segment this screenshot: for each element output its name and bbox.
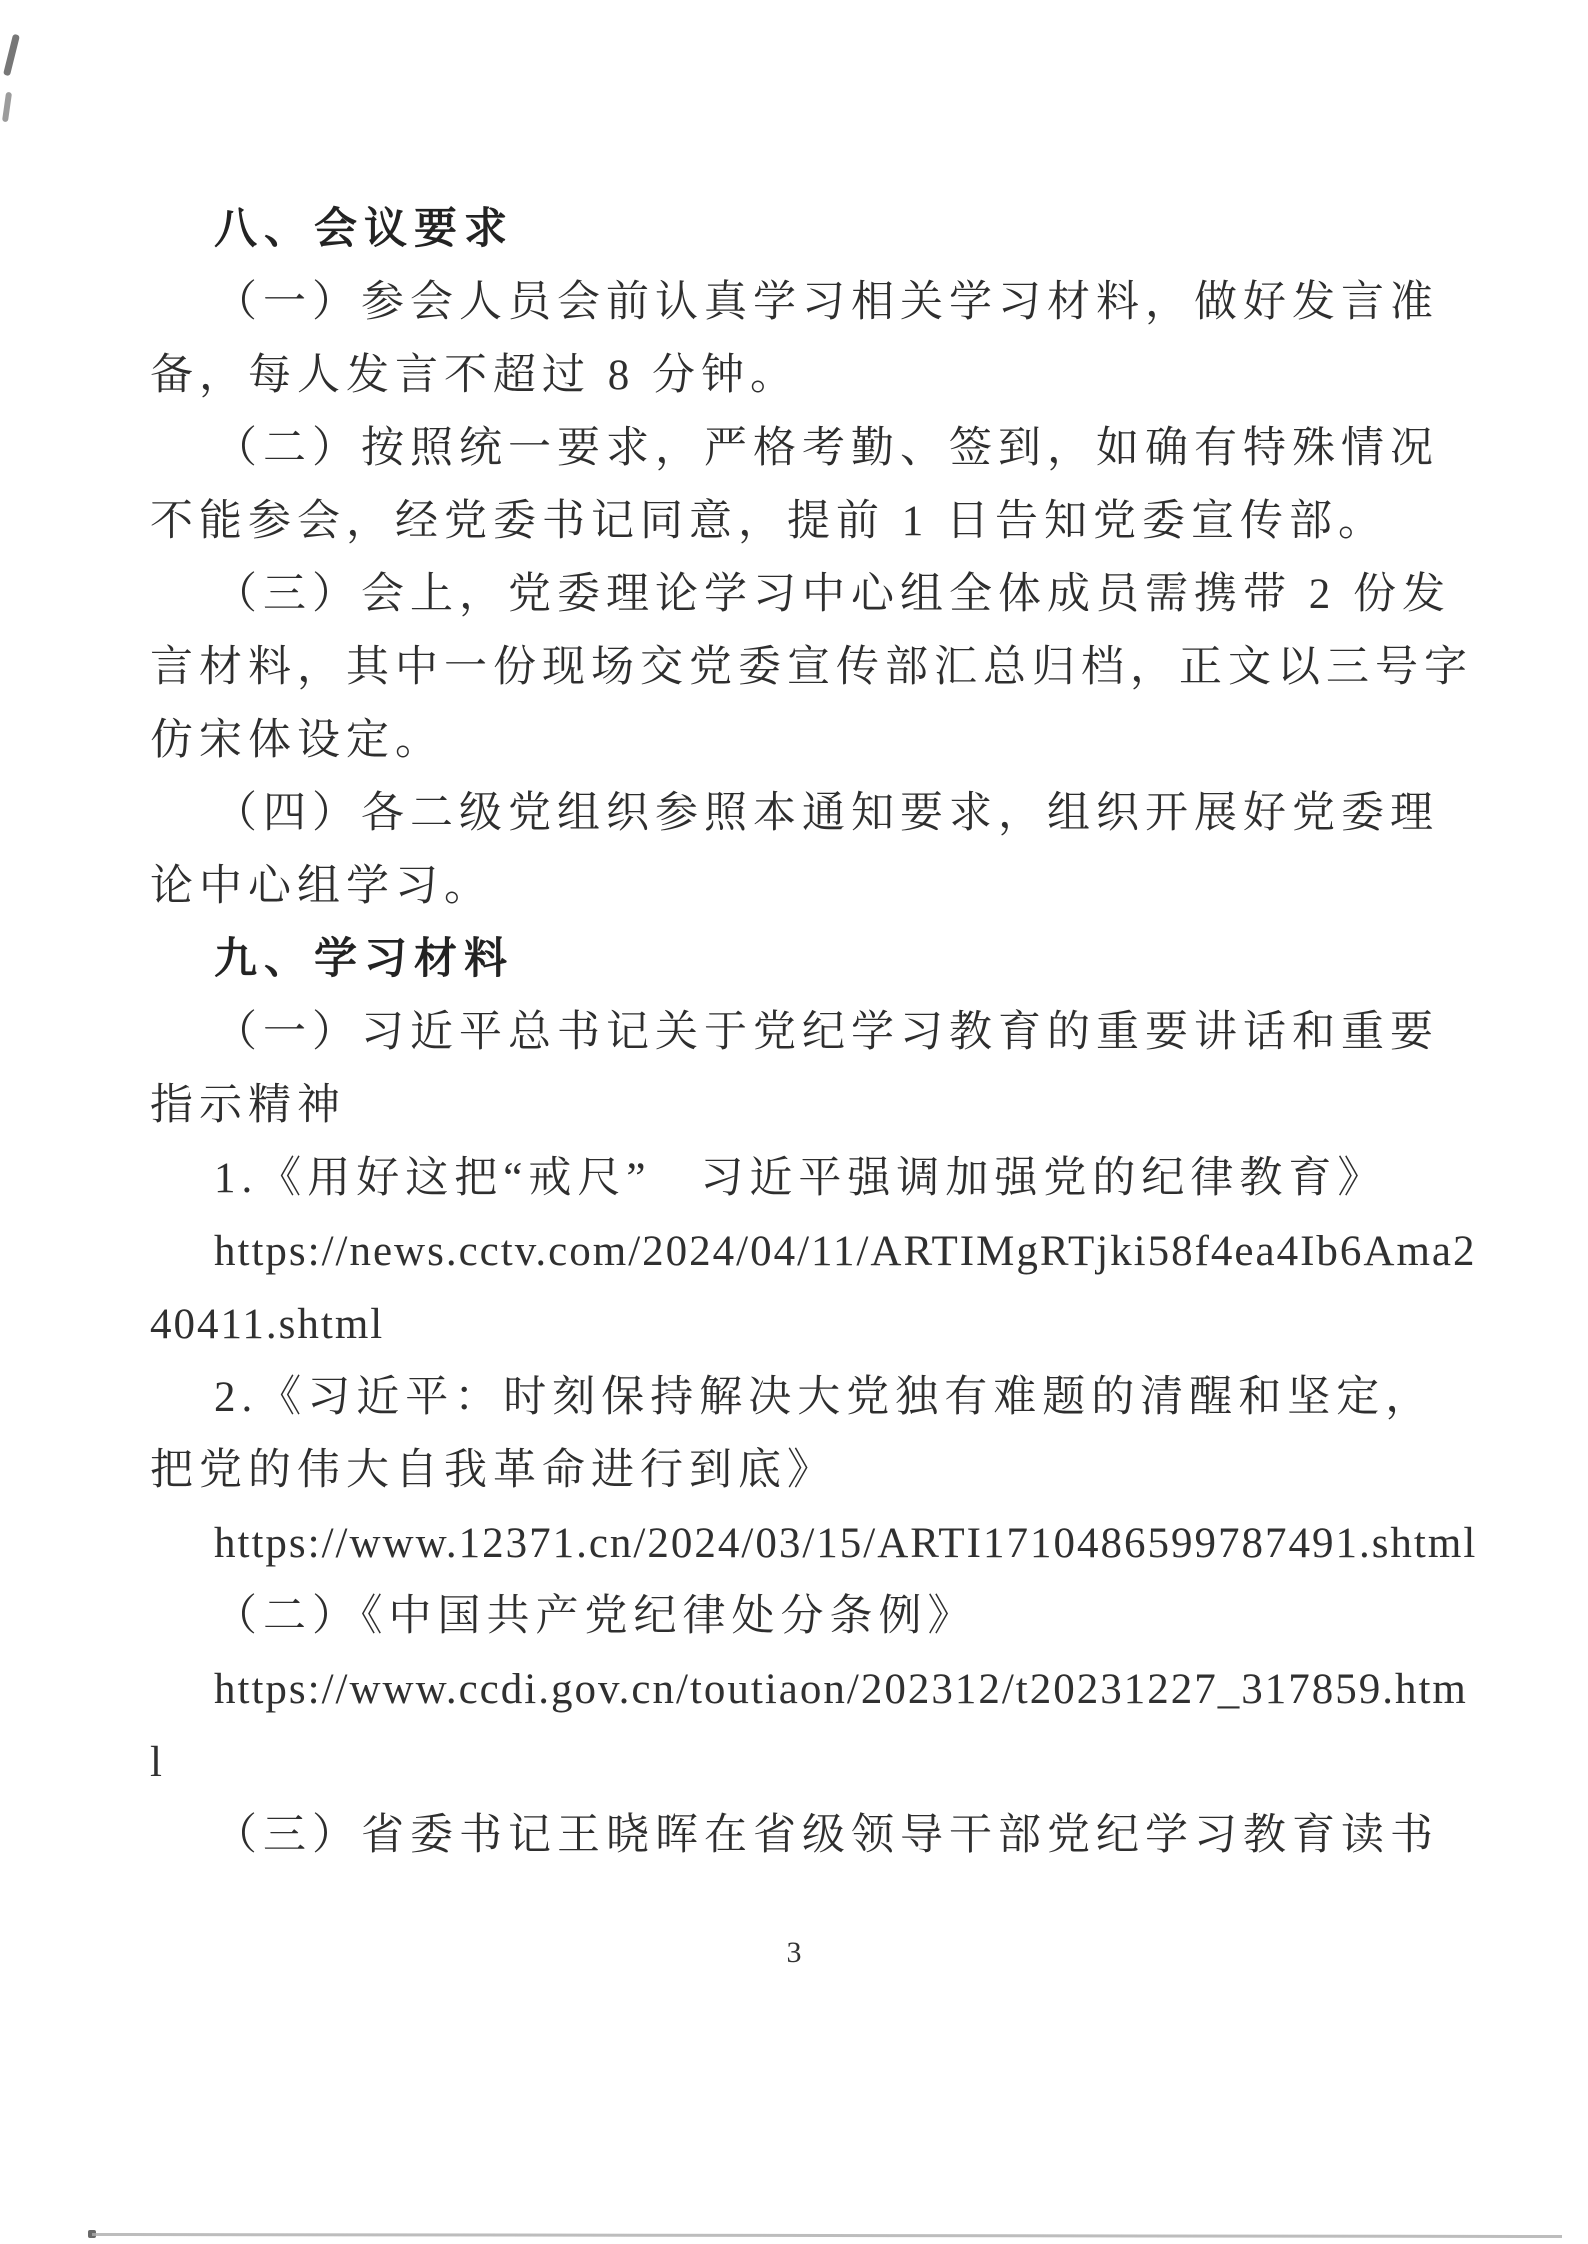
url-material-group-2: https://www.ccdi.gov.cn/toutiaon/202312/t20231227_317859.html bbox=[150, 1666, 1468, 1786]
page-number: 3 bbox=[786, 1936, 802, 1969]
para-requirement-3: （三）会上，党委理论学习中心组全体成员需携带 2 份发言材料，其中一份现场交党委宣传部汇总归档，正文以三号字仿宋体设定。 bbox=[150, 571, 1473, 764]
para-material-item-1-title: 1.《用好这把“戒尺” 习近平强调加强党的纪律教育》 bbox=[214, 1155, 1387, 1202]
url-material-item-2: https://www.12371.cn/2024/03/15/ARTI1710486599787491.shtml bbox=[214, 1520, 1478, 1567]
scan-artifact-mark bbox=[2, 92, 12, 123]
heading-meeting-requirements: 八、会议要求 bbox=[214, 205, 514, 253]
para-material-group-3: （三）省委书记王晓晖在省级领导干部党纪学习教育读书 bbox=[214, 1812, 1439, 1859]
para-material-group-2: （二）《中国共产党纪律处分条例》 bbox=[214, 1593, 977, 1640]
para-material-group-1: （一）习近平总书记关于党纪学习教育的重要讲话和重要指示精神 bbox=[150, 1009, 1439, 1129]
para-requirement-4: （四）各二级党组织参照本通知要求，组织开展好党委理论中心组学习。 bbox=[150, 790, 1439, 910]
scan-artifact-mark bbox=[3, 34, 20, 76]
url-material-item-1: https://news.cctv.com/2024/04/11/ARTIMgRTjki58f4ea4Ib6Ama240411.shtml bbox=[150, 1228, 1477, 1348]
document-body bbox=[150, 193, 1480, 1872]
para-requirement-1: （一）参会人员会前认真学习相关学习材料，做好发言准备，每人发言不超过 8 分钟。 bbox=[150, 279, 1439, 399]
heading-study-materials: 九、学习材料 bbox=[214, 935, 514, 983]
para-requirement-2: （二）按照统一要求，严格考勤、签到，如确有特殊情况不能参会，经党委书记同意，提前 1 日告知党委宣传部。 bbox=[150, 425, 1439, 545]
para-material-item-2-title: 2.《习近平：时刻保持解决大党独有难题的清醒和坚定，把党的伟大自我革命进行到底》 bbox=[150, 1374, 1435, 1494]
scan-artifact-line bbox=[92, 2233, 1562, 2238]
scan-artifact-mark bbox=[88, 2230, 96, 2238]
